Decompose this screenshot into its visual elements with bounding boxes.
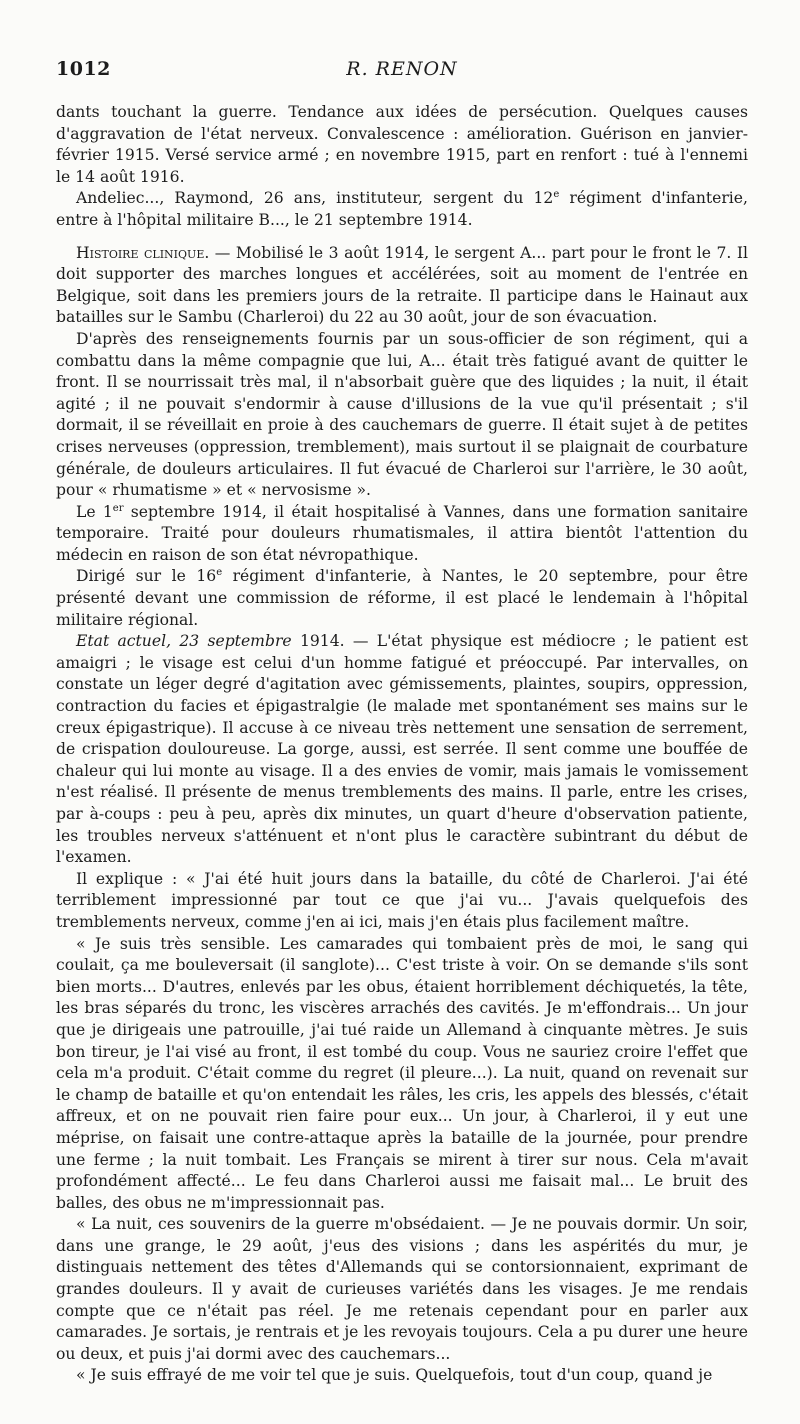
paragraph-current-state xyxy=(56,631,748,869)
section-heading-clinical-history: Histoire clinique. xyxy=(76,243,210,262)
paragraph-patient-intro xyxy=(56,188,748,231)
paragraph-night-visions: « La nuit, ces souvenirs de la guerre m'obsédaient. — Je ne pouvais dormir. Un soir, dans une grange, le 29 août, j'eus des visions ; dans les aspérités du mur, je distinguais nettement des têtes d'Allemands qui se contorsionnaient, exprimant de grandes douleurs. Il y avait de curieuses variétés dans les visages. Je me rendais compte que ce n'était pas réel. Je me retenais cependant pour en parler aux camarades. Je sortais, je rentrais et je les revoyais toujours. Cela a pu durer une heure ou deux, et puis j'ai dormi avec des cauchemars... xyxy=(56,1215,748,1363)
patient-intro-text: Andeliec..., Raymond, 26 ans, instituteur, sergent du 12 xyxy=(76,189,554,208)
transfer-text: Dirigé sur le 16 xyxy=(76,567,217,586)
paragraph-case-summary: dants touchant la guerre. Tendance aux idées de persécution. Quelques causes d'aggravation de l'état nerveux. Convalescence : amélioration. Guérison en janvier-février 1915. Versé service armé ; en novembre 1915, part en renfort : tué à l'ennemi le 14 août 1916. xyxy=(56,103,748,186)
paragraph-transfer xyxy=(56,566,748,631)
page-number: 1012 xyxy=(56,58,111,80)
patient-intro-text-end: régiment d'infanterie, entre à l'hôpital militaire B..., le 21 septembre 1914. xyxy=(56,189,748,229)
current-state-heading: Etat actuel, 23 septembre xyxy=(76,632,292,651)
ordinal-suffix: e xyxy=(553,189,560,201)
page-header xyxy=(56,58,748,102)
paragraph-patient-testimony: « Je suis très sensible. Les camarades qui tombaient près de moi, le sang qui coulait, ça me bouleversait (il sanglote)... C'est triste à voir. On se demande s'ils sont bien morts... D'autres, enlevés par les obus, étaient horriblement déchiquetés, la tête, les bras séparés du tronc, les viscères arrachés des cavités. Je m'effondrais... Un jour que je dirigeais une patrouille, j'ai tué raide un Allemand à cinquante mètres. Je suis bon tireur, je l'ai visé au front, il est tombé du coup. Vous ne sauriez croire l'effet que cela m'a produit. C'était comme du regret (il pleure...). La nuit, quand on revenait sur le champ de bataille et qu'on entendait les râles, les cris, les appels des blessés, c'était affreux, et on ne pouvait rien faire pour eux... Un jour, à Charleroi, il y eut une méprise, on faisait une contre-attaque après la bataille de la journée, pour prendre une ferme ; la nuit tombait. Les Français se mirent à tirer sur nous. Cela m'avait profondément affecté... Le feu dans Charleroi aussi me faisait mal... Le bruit des balles, des obus ne m'impressionnait pas. xyxy=(56,934,748,1212)
paragraph-final-line: « Je suis effrayé de me voir tel que je suis. Quelquefois, tout d'un coup, quand je xyxy=(76,1366,713,1385)
ordinal-suffix: er xyxy=(112,502,124,514)
paragraph-clinical-history xyxy=(56,243,748,329)
hospitalization-text-end: septembre 1914, il était hospitalisé à Vannes, dans une formation sanitaire temporaire. Traité pour douleurs rhumatismales, il attira bientôt l'attention du médecin en raison de son état névropathique. xyxy=(56,502,748,564)
clinical-history-text: — Mobilisé le 3 août 1914, le sergent A... part pour le front le 7. Il doit supporter des marches longues et accélérées, soit au moment de l'entrée en Belgique, soit dans les premiers jours de la retraite. Il participe dans le Hainaut aux batailles sur le Sambu (Charleroi) du 22 au 30 août, jour de son évacuation. xyxy=(56,243,748,327)
body-text xyxy=(56,102,748,1387)
running-head: R. RENON xyxy=(346,58,458,80)
hospitalization-text: Le 1 xyxy=(76,502,113,521)
transfer-text-end: régiment d'infanterie, à Nantes, le 20 septembre, pour être présenté devant une commission de réforme, il est placé le lendemain à l'hôpital militaire régional. xyxy=(56,567,748,629)
paragraph-patient-statement: Il explique : « J'ai été huit jours dans la bataille, du côté de Charleroi. J'ai été terriblement impressionné par tout ce que j'ai vu... J'avais quelquefois des tremblements nerveux, comme j'en ai ici, mais j'en étais plus facilement maître. xyxy=(56,869,748,931)
paragraph-hospitalization xyxy=(56,502,748,567)
ordinal-suffix: e xyxy=(216,567,223,579)
paragraph-nco-report: D'après des renseignements fournis par un sous-officier de son régiment, qui a combattu dans la même compagnie que lui, A... était très fatigué avant de quitter le front. Il se nourrissait très mal, il n'absorbait guère que des liquides ; la nuit, il était agité ; il ne pouvait s'endormir à cause d'illusions de la vue qu'il présentait ; s'il dormait, il se réveillait en proie à des cauchemars de guerre. Il était sujet à de petites crises nerveuses (oppression, tremblement), mais surtout il se plaignait de courbature générale, de douleurs articulaires. Il fut évacué de Charleroi sur l'arrière, le 30 août, pour « rhumatisme » et « nervosisme ». xyxy=(56,329,748,500)
current-state-text: 1914. — L'état physique est médiocre ; le patient est amaigri ; le visage est celui d'un homme fatigué et préoccupé. Par intervalles, on constate un léger degré d'agitation avec gémissements, plaintes, soupirs, oppression, contraction du facies et épigastralgie (le malade met spontanément ses mains sur le creux épigastrique). Il accuse à ce niveau très nettement une sensation de serrement, de crispation douloureuse. La gorge, aussi, est serrée. Il sent comme une bouffée de chaleur qui lui monte au visage. Il a des envies de vomir, mais jamais le vomissement n'est réalisé. Il présente de menus tremblements des mains. Il parle, entre les crises, par à-coups : peu à peu, après dix minutes, un quart d'heure d'observation patiente, les troubles nerveux s'atténuent et n'ont plus le caractère subintrant du début de l'examen. xyxy=(56,632,748,867)
